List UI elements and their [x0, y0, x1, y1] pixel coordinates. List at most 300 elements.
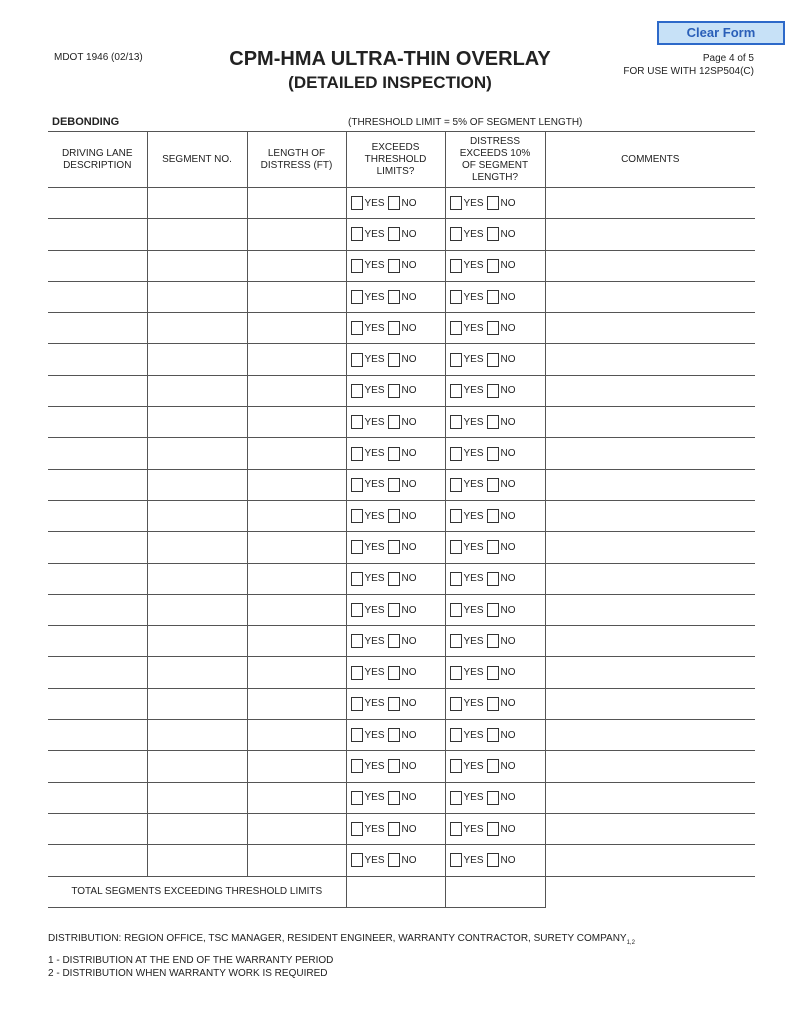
lane-description-field[interactable] [48, 813, 147, 844]
lane-description-field[interactable] [48, 219, 147, 250]
yes-label: YES [463, 698, 484, 710]
distress-10pct-yes-checkbox[interactable] [450, 227, 462, 241]
distress-10pct-yes-checkbox[interactable] [450, 290, 462, 304]
no-label: NO [401, 698, 417, 710]
length-of-distress-field[interactable] [247, 500, 346, 531]
exceeds-threshold-cell [346, 375, 445, 406]
no-label: NO [401, 479, 417, 491]
yes-label: YES [463, 823, 484, 835]
form-title: CPM-HMA ULTRA-THIN OVERLAY [229, 48, 551, 70]
exceeds-threshold-yes-checkbox[interactable] [351, 227, 363, 241]
exceeds-threshold-no-checkbox[interactable] [388, 759, 400, 773]
exceeds-threshold-yes-checkbox[interactable] [351, 540, 363, 554]
distribution-sub: 1,2 [626, 940, 635, 946]
segment-no-field[interactable] [147, 720, 247, 751]
exceeds-threshold-cell [346, 688, 445, 719]
exceeds-threshold-yes-checkbox[interactable] [351, 822, 363, 836]
exceeds-threshold-cell [346, 594, 445, 625]
exceeds-threshold-no-checkbox[interactable] [388, 415, 400, 429]
table-row [48, 281, 755, 312]
no-label: NO [500, 385, 516, 397]
length-of-distress-field[interactable] [247, 250, 346, 281]
no-label: NO [401, 291, 417, 303]
no-label: NO [401, 322, 417, 334]
length-of-distress-field[interactable] [247, 407, 346, 438]
exceeds-threshold-cell [346, 407, 445, 438]
col-header-distress [445, 132, 545, 188]
exceeds-threshold-yes-checkbox[interactable] [351, 697, 363, 711]
col-header-distress-text: DISTRESS EXCEEDS 10% OF SEGMENT LENGTH? [459, 135, 531, 183]
comments-field[interactable] [545, 344, 755, 375]
exceeds-threshold-yes-checkbox[interactable] [351, 603, 363, 617]
yes-label: YES [463, 792, 484, 804]
exceeds-threshold-yes-checkbox[interactable] [351, 384, 363, 398]
comments-field[interactable] [545, 845, 755, 876]
exceeds-threshold-cell [346, 657, 445, 688]
exceeds-threshold-yes-checkbox[interactable] [351, 478, 363, 492]
segment-no-field[interactable] [147, 751, 247, 782]
yes-label: YES [364, 510, 385, 522]
exceeds-threshold-yes-checkbox[interactable] [351, 791, 363, 805]
comments-field[interactable] [545, 188, 755, 219]
exceeds-threshold-yes-checkbox[interactable] [351, 447, 363, 461]
exceeds-threshold-cell [346, 626, 445, 657]
distress-10pct-cell [445, 782, 545, 813]
no-label: NO [500, 729, 516, 741]
no-label: NO [500, 604, 516, 616]
exceeds-threshold-no-checkbox[interactable] [388, 791, 400, 805]
segment-no-field[interactable] [147, 281, 247, 312]
exceeds-threshold-yes-checkbox[interactable] [351, 353, 363, 367]
no-label: NO [500, 541, 516, 553]
length-of-distress-field[interactable] [247, 688, 346, 719]
comments-field[interactable] [545, 469, 755, 500]
exceeds-threshold-yes-checkbox[interactable] [351, 666, 363, 680]
exceeds-threshold-no-checkbox[interactable] [388, 447, 400, 461]
for-use-note: FOR USE WITH 12SP504(C) [623, 66, 754, 77]
distress-10pct-cell [445, 375, 545, 406]
exceeds-threshold-cell [346, 438, 445, 469]
table-row [48, 532, 755, 563]
exceeds-threshold-yes-checkbox[interactable] [351, 290, 363, 304]
exceeds-threshold-yes-checkbox[interactable] [351, 853, 363, 867]
distress-10pct-no-checkbox[interactable] [487, 634, 499, 648]
length-of-distress-field[interactable] [247, 438, 346, 469]
length-of-distress-field[interactable] [247, 188, 346, 219]
distress-10pct-no-checkbox[interactable] [487, 196, 499, 210]
no-label: NO [500, 792, 516, 804]
exceeds-threshold-yes-checkbox[interactable] [351, 259, 363, 273]
exceeds-threshold-yes-checkbox[interactable] [351, 759, 363, 773]
yes-label: YES [364, 228, 385, 240]
exceeds-threshold-no-checkbox[interactable] [388, 478, 400, 492]
exceeds-threshold-cell [346, 782, 445, 813]
length-of-distress-field[interactable] [247, 657, 346, 688]
segment-no-field[interactable] [147, 188, 247, 219]
distress-10pct-yes-checkbox[interactable] [450, 697, 462, 711]
col-header-exceeds-text: EXCEEDS THRESHOLD LIMITS? [364, 141, 427, 177]
comments-field[interactable] [545, 219, 755, 250]
exceeds-threshold-cell [346, 469, 445, 500]
distress-10pct-yes-checkbox[interactable] [450, 666, 462, 680]
no-label: NO [401, 385, 417, 397]
exceeds-threshold-cell [346, 250, 445, 281]
length-of-distress-field[interactable] [247, 563, 346, 594]
no-label: NO [500, 760, 516, 772]
distress-10pct-cell [445, 845, 545, 876]
distress-10pct-yes-checkbox[interactable] [450, 728, 462, 742]
distress-10pct-yes-checkbox[interactable] [450, 759, 462, 773]
exceeds-threshold-no-checkbox[interactable] [388, 666, 400, 680]
yes-label: YES [364, 635, 385, 647]
table-row [48, 782, 755, 813]
yes-label: YES [364, 197, 385, 209]
lane-description-field[interactable] [48, 563, 147, 594]
total-distress-field[interactable] [445, 876, 545, 907]
lane-description-field[interactable] [48, 407, 147, 438]
distress-10pct-cell [445, 626, 545, 657]
exceeds-threshold-cell [346, 281, 445, 312]
distress-10pct-yes-checkbox[interactable] [450, 353, 462, 367]
no-label: NO [500, 416, 516, 428]
length-of-distress-field[interactable] [247, 751, 346, 782]
exceeds-threshold-yes-checkbox[interactable] [351, 728, 363, 742]
no-label: NO [500, 291, 516, 303]
yes-label: YES [364, 604, 385, 616]
length-of-distress-field[interactable] [247, 281, 346, 312]
exceeds-threshold-no-checkbox[interactable] [388, 822, 400, 836]
yes-label: YES [463, 385, 484, 397]
no-label: NO [500, 573, 516, 585]
distress-10pct-no-checkbox[interactable] [487, 822, 499, 836]
no-label: NO [500, 698, 516, 710]
segment-no-field[interactable] [147, 532, 247, 563]
form-code: MDOT 1946 (02/13) [54, 52, 143, 63]
form-subtitle: (DETAILED INSPECTION) [288, 73, 492, 92]
table-row [48, 500, 755, 531]
distress-10pct-yes-checkbox[interactable] [450, 572, 462, 586]
yes-label: YES [463, 541, 484, 553]
length-of-distress-field[interactable] [247, 782, 346, 813]
distress-10pct-cell [445, 657, 545, 688]
exceeds-threshold-no-checkbox[interactable] [388, 290, 400, 304]
no-label: NO [401, 635, 417, 647]
segment-no-field[interactable] [147, 594, 247, 625]
total-exceeds-field[interactable] [346, 876, 445, 907]
distress-10pct-yes-checkbox[interactable] [450, 634, 462, 648]
lane-description-field[interactable] [48, 751, 147, 782]
yes-label: YES [463, 197, 484, 209]
exceeds-threshold-no-checkbox[interactable] [388, 509, 400, 523]
exceeds-threshold-no-checkbox[interactable] [388, 321, 400, 335]
distribution-note-2: 2 - DISTRIBUTION WHEN WARRANTY WORK IS REQUIRED [48, 968, 328, 979]
page-number: Page 4 of 5 [702, 53, 754, 64]
table-row [48, 438, 755, 469]
comments-field[interactable] [545, 563, 755, 594]
distress-10pct-yes-checkbox[interactable] [450, 509, 462, 523]
lane-description-field[interactable] [48, 500, 147, 531]
distress-10pct-no-checkbox[interactable] [487, 227, 499, 241]
distress-10pct-cell [445, 344, 545, 375]
segment-no-field[interactable] [147, 688, 247, 719]
length-of-distress-field[interactable] [247, 344, 346, 375]
table-row [48, 407, 755, 438]
segment-no-field[interactable] [147, 626, 247, 657]
exceeds-threshold-no-checkbox[interactable] [388, 728, 400, 742]
yes-label: YES [463, 448, 484, 460]
table-row [48, 720, 755, 751]
comments-field[interactable] [545, 313, 755, 344]
distress-10pct-cell [445, 407, 545, 438]
comments-field[interactable] [545, 500, 755, 531]
segment-no-field[interactable] [147, 375, 247, 406]
distress-10pct-yes-checkbox[interactable] [450, 478, 462, 492]
no-label: NO [401, 854, 417, 866]
distress-10pct-yes-checkbox[interactable] [450, 822, 462, 836]
lane-description-field[interactable] [48, 594, 147, 625]
distress-10pct-no-checkbox[interactable] [487, 509, 499, 523]
segment-no-field[interactable] [147, 344, 247, 375]
exceeds-threshold-yes-checkbox[interactable] [351, 572, 363, 586]
length-of-distress-field[interactable] [247, 532, 346, 563]
segment-no-field[interactable] [147, 813, 247, 844]
lane-description-field[interactable] [48, 845, 147, 876]
col-header-comments [545, 132, 755, 188]
length-of-distress-field[interactable] [247, 375, 346, 406]
lane-description-field[interactable] [48, 250, 147, 281]
yes-label: YES [364, 448, 385, 460]
exceeds-threshold-yes-checkbox[interactable] [351, 509, 363, 523]
yes-label: YES [463, 260, 484, 272]
col-header-segment [147, 132, 247, 188]
lane-description-field[interactable] [48, 657, 147, 688]
exceeds-threshold-no-checkbox[interactable] [388, 540, 400, 554]
lane-description-field[interactable] [48, 469, 147, 500]
segment-no-field[interactable] [147, 563, 247, 594]
lane-description-field[interactable] [48, 375, 147, 406]
no-label: NO [401, 228, 417, 240]
exceeds-threshold-yes-checkbox[interactable] [351, 196, 363, 210]
total-row [48, 876, 755, 907]
distress-10pct-no-checkbox[interactable] [487, 384, 499, 398]
yes-label: YES [463, 354, 484, 366]
no-label: NO [500, 228, 516, 240]
comments-field[interactable] [545, 250, 755, 281]
exceeds-threshold-cell [346, 751, 445, 782]
segment-no-field[interactable] [147, 407, 247, 438]
comments-field[interactable] [545, 657, 755, 688]
comments-field[interactable] [545, 782, 755, 813]
yes-label: YES [463, 635, 484, 647]
lane-description-field[interactable] [48, 688, 147, 719]
lane-description-field[interactable] [48, 532, 147, 563]
segment-no-field[interactable] [147, 438, 247, 469]
no-label: NO [401, 416, 417, 428]
distress-10pct-no-checkbox[interactable] [487, 728, 499, 742]
distress-10pct-no-checkbox[interactable] [487, 603, 499, 617]
length-of-distress-field[interactable] [247, 626, 346, 657]
distress-10pct-yes-checkbox[interactable] [450, 447, 462, 461]
distress-10pct-yes-checkbox[interactable] [450, 415, 462, 429]
segment-no-field[interactable] [147, 313, 247, 344]
distress-10pct-cell [445, 563, 545, 594]
distress-10pct-no-checkbox[interactable] [487, 447, 499, 461]
comments-field[interactable] [545, 626, 755, 657]
comments-field[interactable] [545, 594, 755, 625]
distress-10pct-cell [445, 813, 545, 844]
exceeds-threshold-yes-checkbox[interactable] [351, 634, 363, 648]
length-of-distress-field[interactable] [247, 845, 346, 876]
table-header-row [48, 132, 755, 188]
distress-10pct-yes-checkbox[interactable] [450, 384, 462, 398]
exceeds-threshold-cell [346, 563, 445, 594]
comments-field[interactable] [545, 688, 755, 719]
length-of-distress-field[interactable] [247, 313, 346, 344]
distress-10pct-yes-checkbox[interactable] [450, 540, 462, 554]
distress-10pct-no-checkbox[interactable] [487, 415, 499, 429]
distress-10pct-cell [445, 313, 545, 344]
clear-form-button[interactable]: Clear Form [657, 21, 785, 45]
distress-10pct-no-checkbox[interactable] [487, 540, 499, 554]
exceeds-threshold-cell [346, 500, 445, 531]
exceeds-threshold-no-checkbox[interactable] [388, 572, 400, 586]
page-info [623, 52, 754, 78]
yes-label: YES [364, 322, 385, 334]
lane-description-field[interactable] [48, 626, 147, 657]
exceeds-threshold-cell [346, 845, 445, 876]
yes-label: YES [364, 729, 385, 741]
distress-10pct-no-checkbox[interactable] [487, 666, 499, 680]
yes-label: YES [364, 667, 385, 679]
distress-10pct-no-checkbox[interactable] [487, 759, 499, 773]
length-of-distress-field[interactable] [247, 720, 346, 751]
distress-10pct-no-checkbox[interactable] [487, 353, 499, 367]
distress-10pct-yes-checkbox[interactable] [450, 853, 462, 867]
yes-label: YES [463, 760, 484, 772]
no-label: NO [401, 604, 417, 616]
segment-no-field[interactable] [147, 219, 247, 250]
table-row [48, 751, 755, 782]
exceeds-threshold-no-checkbox[interactable] [388, 196, 400, 210]
lane-description-field[interactable] [48, 344, 147, 375]
no-label: NO [401, 760, 417, 772]
col-header-lane [48, 132, 147, 188]
distress-10pct-no-checkbox[interactable] [487, 853, 499, 867]
distress-10pct-yes-checkbox[interactable] [450, 603, 462, 617]
lane-description-field[interactable] [48, 782, 147, 813]
distress-10pct-yes-checkbox[interactable] [450, 321, 462, 335]
exceeds-threshold-no-checkbox[interactable] [388, 697, 400, 711]
exceeds-threshold-no-checkbox[interactable] [388, 384, 400, 398]
distress-10pct-yes-checkbox[interactable] [450, 196, 462, 210]
yes-label: YES [463, 479, 484, 491]
comments-field[interactable] [545, 407, 755, 438]
exceeds-threshold-no-checkbox[interactable] [388, 259, 400, 273]
lane-description-field[interactable] [48, 281, 147, 312]
no-label: NO [401, 573, 417, 585]
comments-field[interactable] [545, 281, 755, 312]
exceeds-threshold-cell [346, 720, 445, 751]
distress-10pct-no-checkbox[interactable] [487, 259, 499, 273]
col-header-exceeds [346, 132, 445, 188]
no-label: NO [401, 260, 417, 272]
segment-no-field[interactable] [147, 782, 247, 813]
distress-10pct-no-checkbox[interactable] [487, 321, 499, 335]
distress-10pct-cell [445, 250, 545, 281]
length-of-distress-field[interactable] [247, 469, 346, 500]
comments-field[interactable] [545, 532, 755, 563]
exceeds-threshold-no-checkbox[interactable] [388, 353, 400, 367]
comments-field[interactable] [545, 375, 755, 406]
distress-10pct-cell [445, 751, 545, 782]
no-label: NO [500, 667, 516, 679]
no-label: NO [401, 448, 417, 460]
distress-10pct-no-checkbox[interactable] [487, 791, 499, 805]
segment-no-field[interactable] [147, 469, 247, 500]
segment-no-field[interactable] [147, 657, 247, 688]
no-label: NO [500, 854, 516, 866]
length-of-distress-field[interactable] [247, 594, 346, 625]
exceeds-threshold-no-checkbox[interactable] [388, 227, 400, 241]
threshold-note: (THRESHOLD LIMIT = 5% OF SEGMENT LENGTH) [348, 117, 583, 128]
no-label: NO [500, 322, 516, 334]
table-row [48, 188, 755, 219]
lane-description-field[interactable] [48, 720, 147, 751]
yes-label: YES [364, 541, 385, 553]
segment-no-field[interactable] [147, 500, 247, 531]
table-row [48, 657, 755, 688]
distress-10pct-no-checkbox[interactable] [487, 572, 499, 586]
yes-label: YES [463, 667, 484, 679]
lane-description-field[interactable] [48, 313, 147, 344]
length-of-distress-field[interactable] [247, 813, 346, 844]
comments-field[interactable] [545, 720, 755, 751]
comments-field[interactable] [545, 438, 755, 469]
length-of-distress-field[interactable] [247, 219, 346, 250]
exceeds-threshold-no-checkbox[interactable] [388, 603, 400, 617]
comments-field[interactable] [545, 813, 755, 844]
distress-10pct-no-checkbox[interactable] [487, 697, 499, 711]
distress-10pct-yes-checkbox[interactable] [450, 259, 462, 273]
exceeds-threshold-cell [346, 313, 445, 344]
no-label: NO [401, 197, 417, 209]
no-label: NO [500, 510, 516, 522]
exceeds-threshold-no-checkbox[interactable] [388, 634, 400, 648]
lane-description-field[interactable] [48, 188, 147, 219]
exceeds-threshold-cell [346, 344, 445, 375]
yes-label: YES [364, 354, 385, 366]
distress-10pct-no-checkbox[interactable] [487, 290, 499, 304]
table-row [48, 813, 755, 844]
col-header-length-text: LENGTH OF DISTRESS (FT) [260, 147, 333, 171]
segment-no-field[interactable] [147, 250, 247, 281]
segment-no-field[interactable] [147, 845, 247, 876]
exceeds-threshold-no-checkbox[interactable] [388, 853, 400, 867]
distress-10pct-cell [445, 532, 545, 563]
comments-field[interactable] [545, 751, 755, 782]
distress-10pct-no-checkbox[interactable] [487, 478, 499, 492]
yes-label: YES [364, 260, 385, 272]
distress-10pct-yes-checkbox[interactable] [450, 791, 462, 805]
lane-description-field[interactable] [48, 438, 147, 469]
distress-10pct-cell [445, 688, 545, 719]
distress-10pct-cell [445, 219, 545, 250]
exceeds-threshold-yes-checkbox[interactable] [351, 415, 363, 429]
yes-label: YES [463, 604, 484, 616]
yes-label: YES [364, 385, 385, 397]
distress-10pct-cell [445, 469, 545, 500]
exceeds-threshold-yes-checkbox[interactable] [351, 321, 363, 335]
